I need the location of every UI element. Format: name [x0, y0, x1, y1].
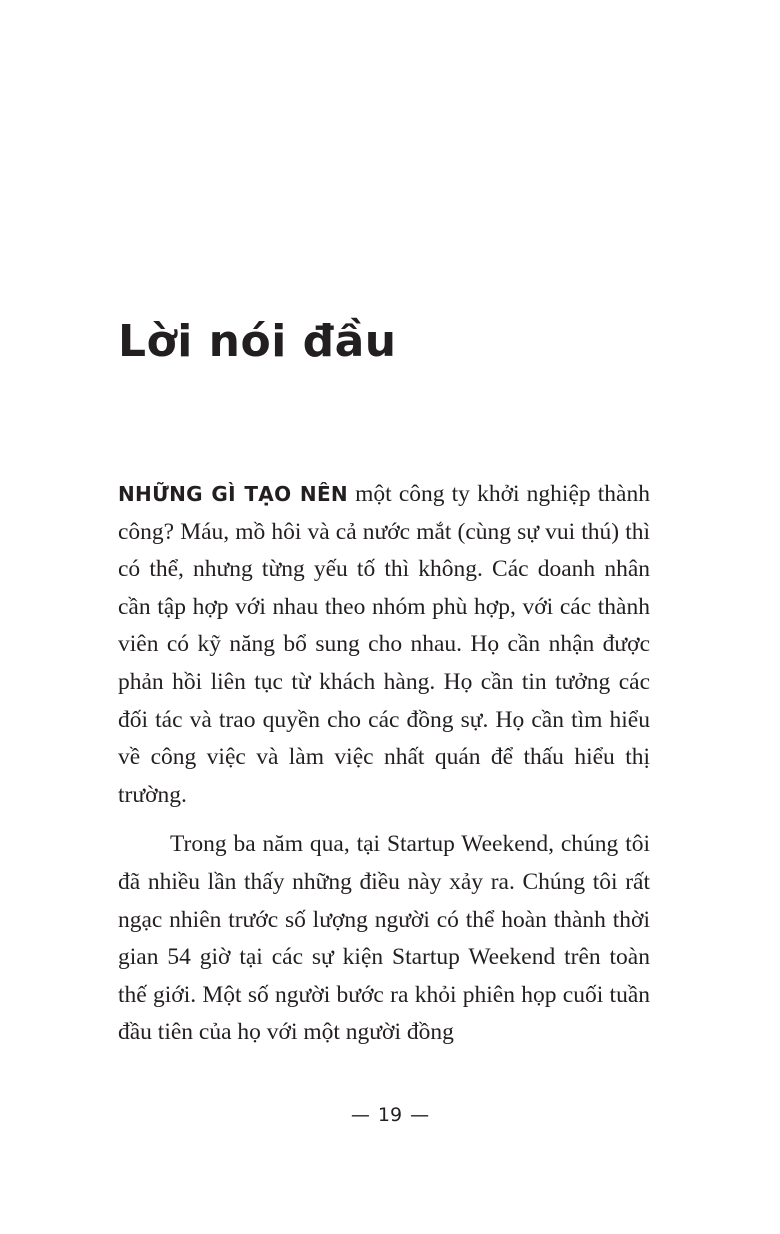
page-number-dash-left: — — [350, 1104, 370, 1126]
paragraph-2-text: Trong ba năm qua, tại Startup Weekend, chúng tôi đã nhiều lần thấy những điều này xảy ra. Chúng tôi rất ngạc nhiên trước số lượng người có thể hoàn thành thời gian 54 giờ tại các sự kiện Startup Weekend trên toàn thế giới. Một số người bước ra khỏi phiên họp cuối tuần đầu tiên của họ với một người đồng — [118, 831, 650, 1046]
paragraph-1-text: một công ty khởi nghiệp thành công? Máu, mồ hôi và cả nước mắt (cùng sự vui thú) thì có thể, nhưng từng yếu tố thì không. Các doanh nhân cần tập hợp với nhau theo nhóm phù hợp, với các thành viên có kỹ năng bổ sung cho nhau. Họ cần nhận được phản hồi liên tục từ khách hàng. Họ cần tin tưởng các đối tác và trao quyền cho các đồng sự. Họ cần tìm hiểu về công việc và làm việc nhất quán để thấu hiểu thị trường. — [118, 481, 650, 808]
paragraph-1 — [118, 476, 650, 814]
chapter-title: Lời nói đầu — [118, 316, 397, 367]
paragraph-2 — [118, 826, 650, 1052]
paragraph-lead-in: NHỮNG GÌ TẠO NÊN — [118, 482, 348, 506]
page-number-dash-right: — — [410, 1104, 430, 1126]
page-number: 19 — [377, 1104, 403, 1126]
body-text — [118, 476, 650, 1052]
page-number-footer — [0, 1100, 780, 1130]
